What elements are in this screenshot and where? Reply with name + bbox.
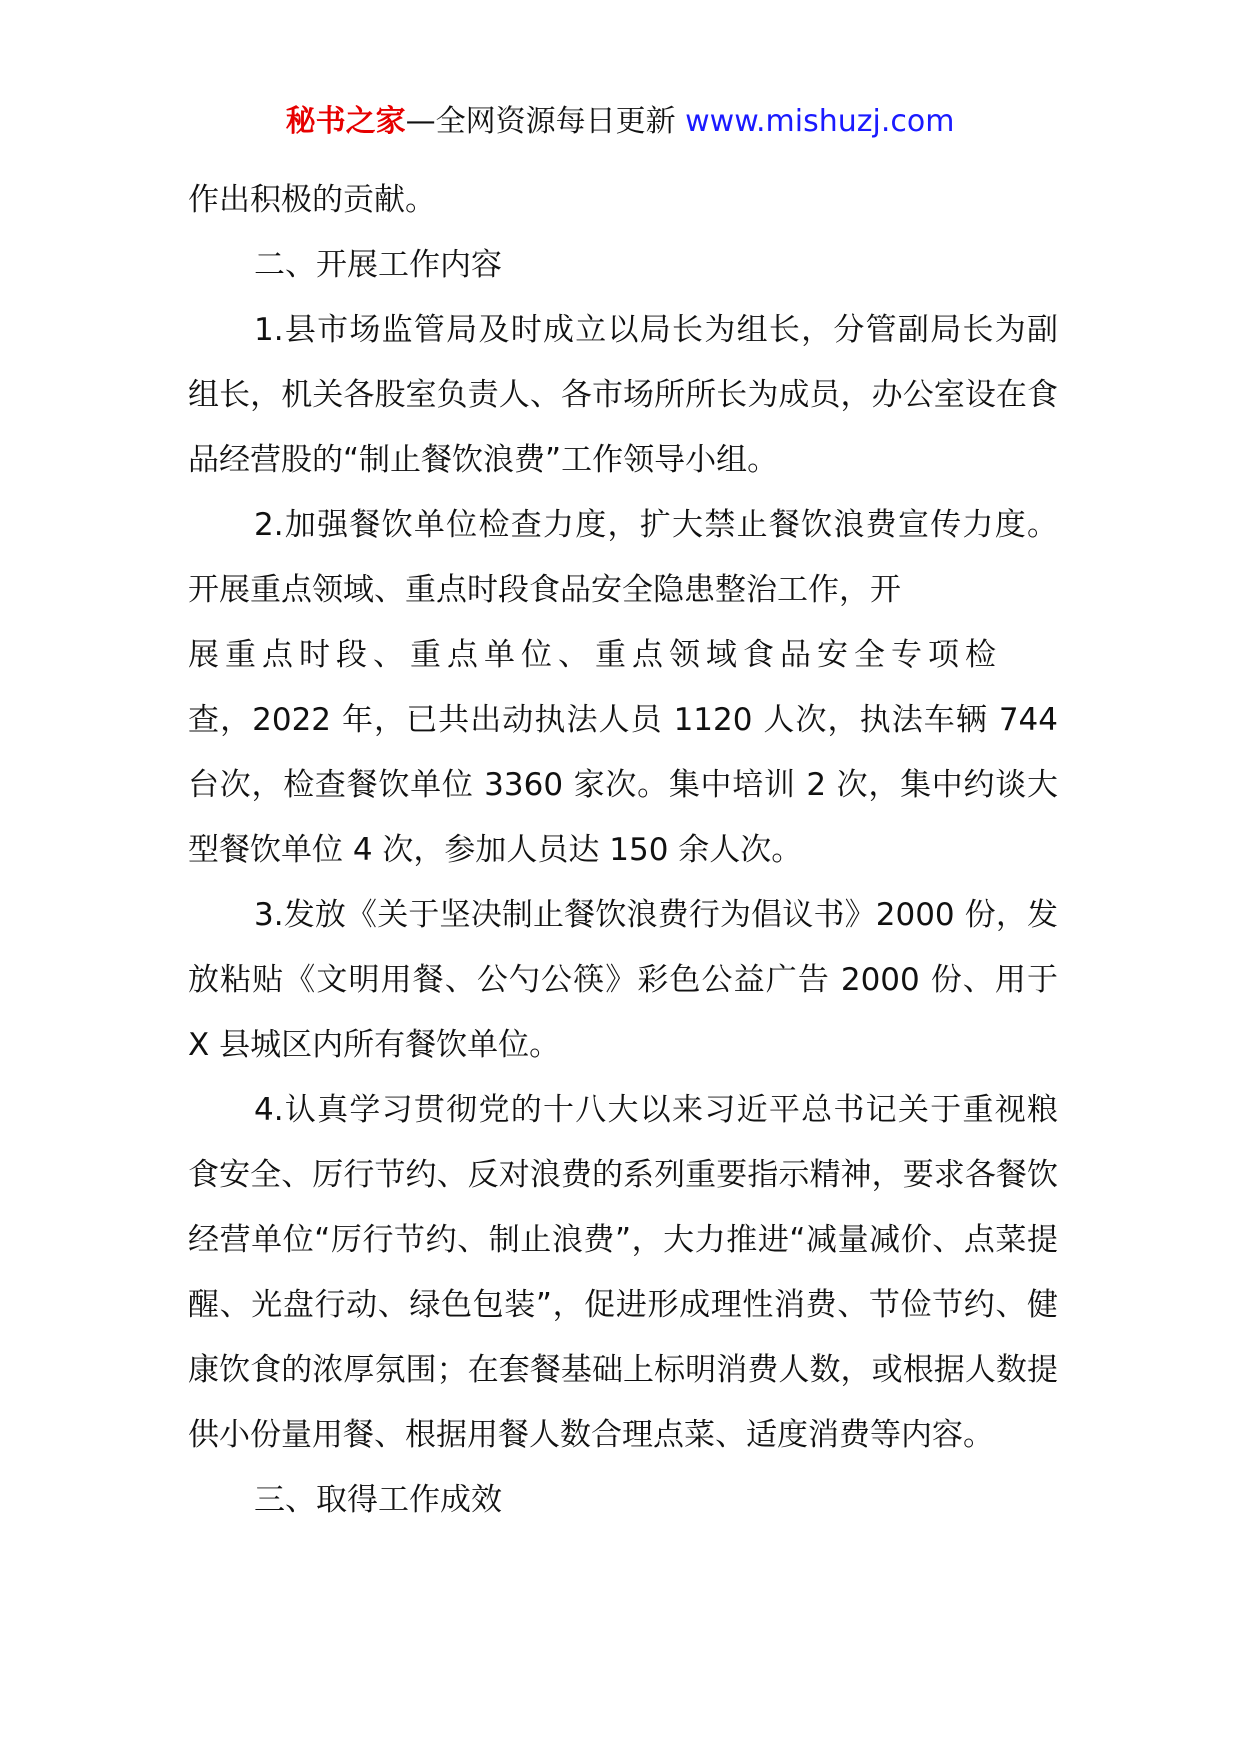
paragraph-item-2-continued: 查，2022 年，已共出动执法人员 1120 人次，执法车辆 744 台次，检查餐饮单位 3360 家次。集中培训 2 次，集中约谈大型餐饮单位 4 次，参加人员达 150 余人次。: [188, 702, 1058, 868]
site-url: www.mishuzj.com: [685, 104, 955, 139]
paragraph-item-2: 2.加强餐饮单位检查力度，扩大禁止餐饮浪费宣传力度。开展重点领域、重点时段食品安全隐患整治工作，开: [188, 507, 1058, 608]
paragraph-item-1: 1.县市场监管局及时成立以局长为组长，分管副局长为副组长，机关各股室负责人、各市场所所长为成员，办公室设在食品经营股的“制止餐饮浪费”工作领导小组。: [188, 312, 1058, 478]
paragraph-continuation: 作出积极的贡献。: [188, 182, 436, 218]
header-tagline: —全网资源每日更新: [405, 104, 686, 139]
watermark-header: [0, 102, 1240, 142]
document-body: [188, 168, 1058, 1533]
section-heading-2: 二、开展工作内容: [254, 247, 502, 283]
brand-name: 秘书之家: [285, 104, 406, 139]
section-heading-3: 三、取得工作成效: [254, 1482, 502, 1518]
paragraph-item-4: 4.认真学习贯彻党的十八大以来习近平总书记关于重视粮食安全、厉行节约、反对浪费的系列重要指示精神，要求各餐饮经营单位“厉行节约、制止浪费”，大力推进“减量减价、点菜提醒、光盘行动、绿色包装”，促进形成理性消费、节俭节约、健康饮食的浓厚氛围；在套餐基础上标明消费人数，或根据人数提供小份量用餐、根据用餐人数合理点菜、适度消费等内容。: [188, 1092, 1058, 1453]
paragraph-item-3: 3.发放《关于坚决制止餐饮浪费行为倡议书》2000 份，发放粘贴《文明用餐、公勺公筷》彩色公益广告 2000 份、用于 X 县城区内所有餐饮单位。: [188, 897, 1058, 1063]
paragraph-item-2-line: 展重点时段、重点单位、重点领域食品安全专项检: [188, 637, 1002, 673]
